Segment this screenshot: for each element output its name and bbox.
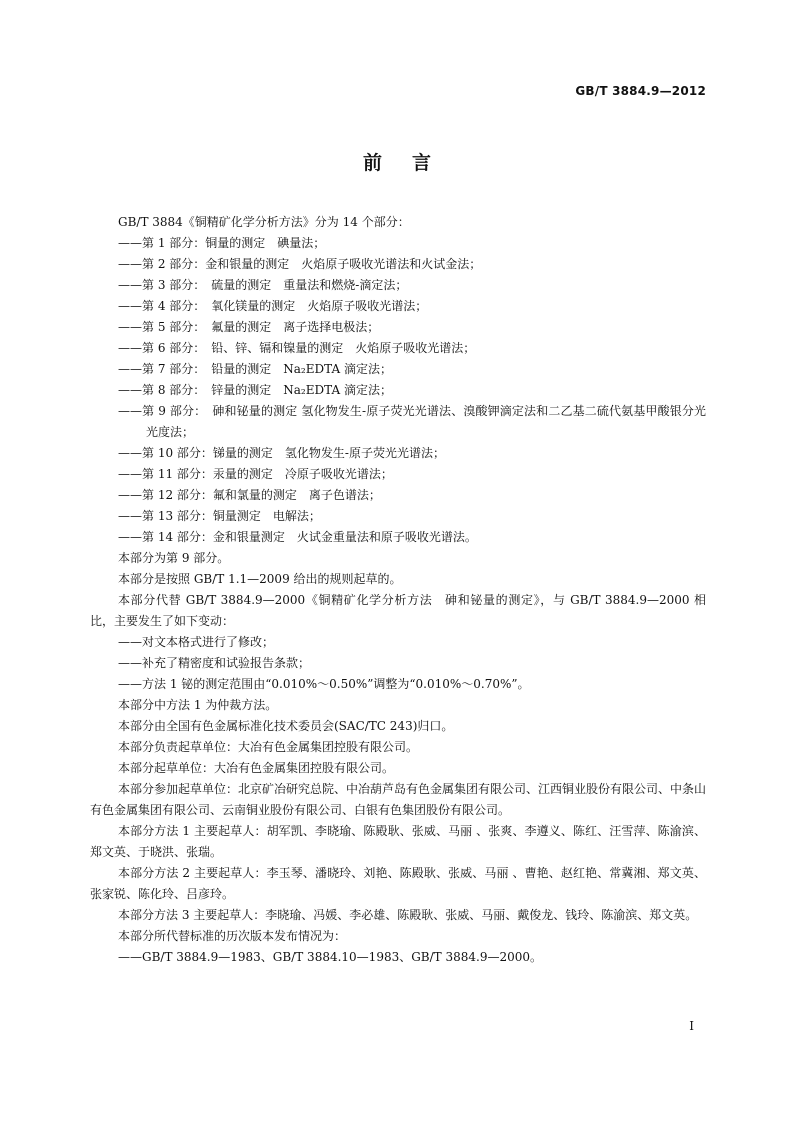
drafted-per-paragraph: 本部分是按照 GB/T 1.1—2009 给出的规则起草的。	[118, 572, 402, 586]
history-item: ——GB/T 3884.9—1983、GB/T 3884.10—1983、GB/T 3884.9—2000。	[118, 950, 543, 964]
replaces-paragraph: 本部分代替 GB/T 3884.9—2000《铜精矿化学分析方法 砷和铋量的测定》，与 GB/T 3884.9—2000 相比，主要发生了如下变动：	[90, 593, 706, 628]
part-item: ——第 9 部分： 砷和铋量的测定 氢化物发生-原子荧光光谱法、溴酸钾滴定法和二乙基二硫代氨基甲酸银分光光度法；	[118, 404, 706, 439]
change-item: ——补充了精密度和试验报告条款；	[118, 656, 311, 670]
standard-code: GB/T 3884.9—2012	[575, 84, 706, 98]
change-item: ——方法 1 铋的测定范围由“0.010%～0.50%”调整为“0.010%～0.70%”。	[118, 677, 530, 691]
part-item: ——第 12 部分：氟和氯量的测定 离子色谱法；	[118, 488, 381, 502]
page-number: I	[689, 1019, 694, 1033]
intro-paragraph: GB/T 3884《铜精矿化学分析方法》分为 14 个部分：	[118, 215, 410, 229]
change-item: ——对文本格式进行了修改；	[118, 635, 275, 649]
page-title: 前言	[362, 152, 461, 174]
drafters-method2-paragraph: 本部分方法 2 主要起草人：李玉琴、潘晓玲、刘艳、陈殿耿、张威、马丽 、曹艳、赵红艳、常冀湘、郑文英、张家锐、陈化玲、吕彦玲。	[90, 866, 706, 901]
arbitration-paragraph: 本部分中方法 1 为仲裁方法。	[118, 698, 278, 712]
part-item: ——第 11 部分：汞量的测定 冷原子吸收光谱法；	[118, 467, 393, 481]
drafting-unit-paragraph: 本部分起草单位：大冶有色金属集团控股有限公司。	[118, 761, 395, 775]
part-item: ——第 3 部分： 硫量的测定 重量法和燃烧-滴定法；	[118, 278, 408, 292]
part-item: ——第 2 部分：金和银量的测定 火焰原子吸收光谱法和火试金法；	[118, 257, 482, 271]
drafters-method1-paragraph: 本部分方法 1 主要起草人：胡军凯、李晓瑜、陈殿耿、张威、马丽 、张爽、李遵义、陈红、汪雪萍、陈渝滨、郑文英、于晓洪、张瑞。	[90, 824, 706, 859]
responsible-unit-paragraph: 本部分负责起草单位：大冶有色金属集团控股有限公司。	[118, 740, 419, 754]
part-item: ——第 10 部分：锑量的测定 氢化物发生-原子荧光光谱法；	[118, 446, 445, 460]
foreword-body	[90, 212, 706, 968]
part-item: ——第 5 部分： 氟量的测定 离子选择电极法；	[118, 320, 380, 334]
part-item: ——第 7 部分： 铅量的测定 Na₂EDTA 滴定法；	[118, 362, 392, 376]
this-part-paragraph: 本部分为第 9 部分。	[118, 551, 230, 565]
proposed-by-paragraph: 本部分由全国有色金属标准化技术委员会(SAC/TC 243)归口。	[118, 719, 454, 733]
drafters-method3-paragraph: 本部分方法 3 主要起草人：李晓瑜、冯媛、李必雄、陈殿耿、张威、马丽、戴俊龙、钱玲、陈渝滨、郑文英。	[118, 908, 698, 922]
part-item: ——第 13 部分：铜量测定 电解法；	[118, 509, 321, 523]
part-item: ——第 4 部分： 氧化镁量的测定 火焰原子吸收光谱法；	[118, 299, 428, 313]
part-item: ——第 1 部分：铜量的测定 碘量法；	[118, 236, 326, 250]
history-intro-paragraph: 本部分所代替标准的历次版本发布情况为：	[118, 929, 347, 943]
part-item: ——第 14 部分：金和银量测定 火试金重量法和原子吸收光谱法。	[118, 530, 477, 544]
part-item: ——第 6 部分： 铅、锌、镉和镍量的测定 火焰原子吸收光谱法；	[118, 341, 476, 355]
part-item: ——第 8 部分： 锌量的测定 Na₂EDTA 滴定法；	[118, 383, 392, 397]
participating-units-paragraph: 本部分参加起草单位：北京矿冶研究总院、中冶葫芦岛有色金属集团有限公司、江西铜业股份有限公司、中条山有色金属集团有限公司、云南铜业股份有限公司、白银有色集团股份有限公司。	[90, 782, 707, 817]
